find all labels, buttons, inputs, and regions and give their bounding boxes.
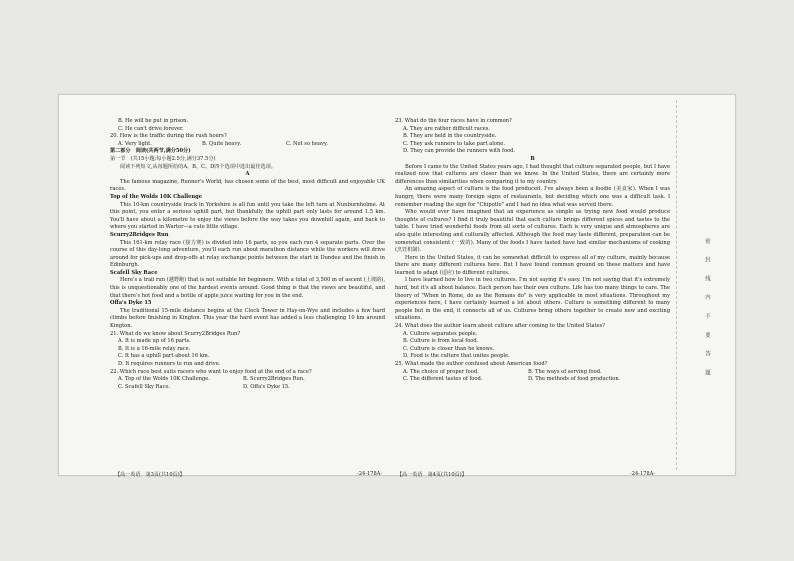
page-4-column xyxy=(395,118,670,384)
option-b: B. Culture is from local food. xyxy=(403,338,479,345)
question-22-options-row2 xyxy=(110,384,385,392)
race-heading: Top of the Wolds 10K Challenge xyxy=(110,193,203,200)
question-22-options-row1 xyxy=(110,376,385,384)
option-d: D. Food is the culture that unites people. xyxy=(403,353,510,360)
option-c: C. It has a uphill part about 16 km. xyxy=(118,353,210,360)
page-3-column xyxy=(110,118,385,391)
passage-paragraph: Who would ever have imagined that an experience as simple as trying new food would produce thoughts of cultures? I find it truly beautiful that each culture brings different spices and tastes to the table. I have tried wonderful foods from all sorts of cultures. Each is very unique and atmospheres are also quite interesting and culturally affected. Although the food may taste different, preparation can be somewhat consistent (一致的). Many of the foods I have tasted have had similar mechanisms of cooking (烹饪机制). xyxy=(395,209,670,254)
passage-letter-a: A xyxy=(245,171,250,178)
seal-line-notice: 密 封 线 内 不 要 答 题 xyxy=(704,238,710,379)
option-b: B. They are held in the countryside. xyxy=(403,133,497,140)
race-heading: Scafell Sky Race xyxy=(110,269,158,276)
option-c: C. The different tastes of food. xyxy=(403,376,483,383)
option-a: A. Culture separates people. xyxy=(403,330,478,337)
option-a: A. They are rather difficult races. xyxy=(403,125,491,132)
passage-paragraph: An amazing aspect of culture is the food produced. I've always been a foodie (美食家). When I was hungry, there were many foreign signs of restaurants, but deciding which one was a difficult task. I remember reading the sign for "Chipotle" and I had no idea what was served there. xyxy=(395,186,670,208)
option-b: B. Quite heavy. xyxy=(202,140,242,147)
question-25: 25. What made the author confused about American food? xyxy=(395,361,548,367)
option-a: A. It is made up of 16 parts. xyxy=(118,338,191,345)
page-label: 【高一英语 第3页(共10页)】 xyxy=(115,472,185,478)
binding-line xyxy=(676,100,678,470)
question-24: 24. What does the author learn about culture after coming to the United States? xyxy=(395,323,606,330)
option-c: C. Scafell Sky Race. xyxy=(118,383,171,390)
option-c: C. Culture is closer than he knows. xyxy=(403,345,495,352)
option-d: D. It requires runners to run and drive. xyxy=(118,361,221,367)
passage-paragraph: I have learned how to live in two cultures. I'm not saying it's easy. I'm not saying that it's extremely hard, but it's all about balance. Each person has their own culture. Life has too many things to care. The theory of "When in Rome, do as the Romans do" is very applicable in most situations. Throughout my experiences here, I have certainly learned a lot about others. Culture is something different to many people but in the end, it connects all of us. Cultures bring others together to create new and exciting situations. xyxy=(395,277,670,322)
option-b: B. Scurry2Bridges Run. xyxy=(243,376,305,383)
page-4-footer xyxy=(397,471,655,478)
passage-paragraph: Here in the United States, it can be somewhat difficult to express all of my culture, mainly because there are many different cultures here. But I have found common ground on these matters and have learned to adapt (适应) to different cultures. xyxy=(395,254,670,276)
race-heading: Scurry2Bridges Run xyxy=(110,231,169,238)
passage-paragraph: Here's a trail run (越野跑) that is not suitable for beginners. With a total of 3,500 m of ascent (上坡路), this is unquestionably one of the hardest events around. Good thing is that the views are beautiful, and that there's hot food and a bottle of apple juice waiting for you in the end. xyxy=(110,277,385,299)
passage-letter-b: B xyxy=(530,155,535,162)
exam-code: ·24-178A· xyxy=(357,471,382,477)
passage-paragraph: The traditional 15-mile distance begins at the Clock Tower in Hay-on-Wye and includes a few hard climbs before finishing in Kington. This year the hard event has added a less challenging 10 km around Kington. xyxy=(110,307,385,330)
exam-code: ·24-178A· xyxy=(630,471,655,477)
option-a: A. Top of the Wolds 10K Challenge. xyxy=(118,376,210,383)
question-22: 22. Which race best suits racers who want to enjoy food at the end of a race? xyxy=(110,368,312,375)
option-line: B. He will be put in prison. xyxy=(118,118,189,124)
page-3-footer xyxy=(115,471,382,478)
option-b: B. The ways of serving food. xyxy=(528,368,602,375)
option-d: D. The methods of food production. xyxy=(528,376,621,383)
passage-paragraph: This 161-km relay race (接力赛) is divided into 16 parts, so you each run 4 separate parts. Over the course of this day-long adventure, you'll each run about marathon distance while the workers will drive around for pick-ups and drop-offs at relay exchange points between the start in Dundee and the finish in Edinburgh. xyxy=(110,239,385,269)
question-25-options-row1 xyxy=(395,369,670,377)
passage-paragraph: The famous magazine, Runner's World, has chosen some of the best, most difficult and enjoyable UK races. xyxy=(110,178,385,193)
passage-paragraph: Before I came to the United States years ago, I had thought that culture separated people, but I have realized now that cultures are closer than we know. In the United States, there are certainly more differences than similarities when comparing it to my country. xyxy=(395,163,670,185)
question-25-options-row2 xyxy=(395,376,670,384)
question-23: 23. What do the four races have in common? xyxy=(395,118,512,124)
passage-paragraph: This 10-km countryside track in Yorkshire is all fun until you take the left turn at Nunburnholme. At this point, you enter a serious uphill part, but thankfully the uphill part only lasts for around 1.5 km. You'll have about a kilometre to enjoy the views before the way takes you downhill again, and back to where you started in Warter—a cute little village. xyxy=(110,201,385,231)
option-b: B. It is a 16-mile relay race. xyxy=(118,345,191,352)
option-c: C. They ask runners to take part alone. xyxy=(403,140,505,147)
race-heading: Offa's Dyke 15 xyxy=(110,300,152,307)
option-c: C. Not so heavy. xyxy=(286,140,328,147)
option-a: A. Very light. xyxy=(118,140,152,147)
part-2-heading: 第二部分 阅读(共两节,满分50分) xyxy=(110,148,191,155)
question-20: 20. How is the traffic during the rush hours? xyxy=(110,133,227,140)
option-line: C. He can't drive forever. xyxy=(118,125,184,132)
option-d: D. Offa's Dyke 15. xyxy=(243,383,290,390)
option-a: A. The choice of proper food. xyxy=(403,368,479,375)
page-label: 【高一英语 第4页(共10页)】 xyxy=(397,472,467,478)
option-d: D. They can provide the runners with food. xyxy=(403,148,516,155)
question-21: 21. What do we know about Scurry2Bridges Run? xyxy=(110,330,241,337)
section-1-heading: 第一节 (共15小题;每小题2.5分,满分37.5分) xyxy=(110,155,216,162)
instruction: 阅读下列短文,从每题所给的A、B、C、D四个选项中选出最佳选项。 xyxy=(120,163,276,170)
